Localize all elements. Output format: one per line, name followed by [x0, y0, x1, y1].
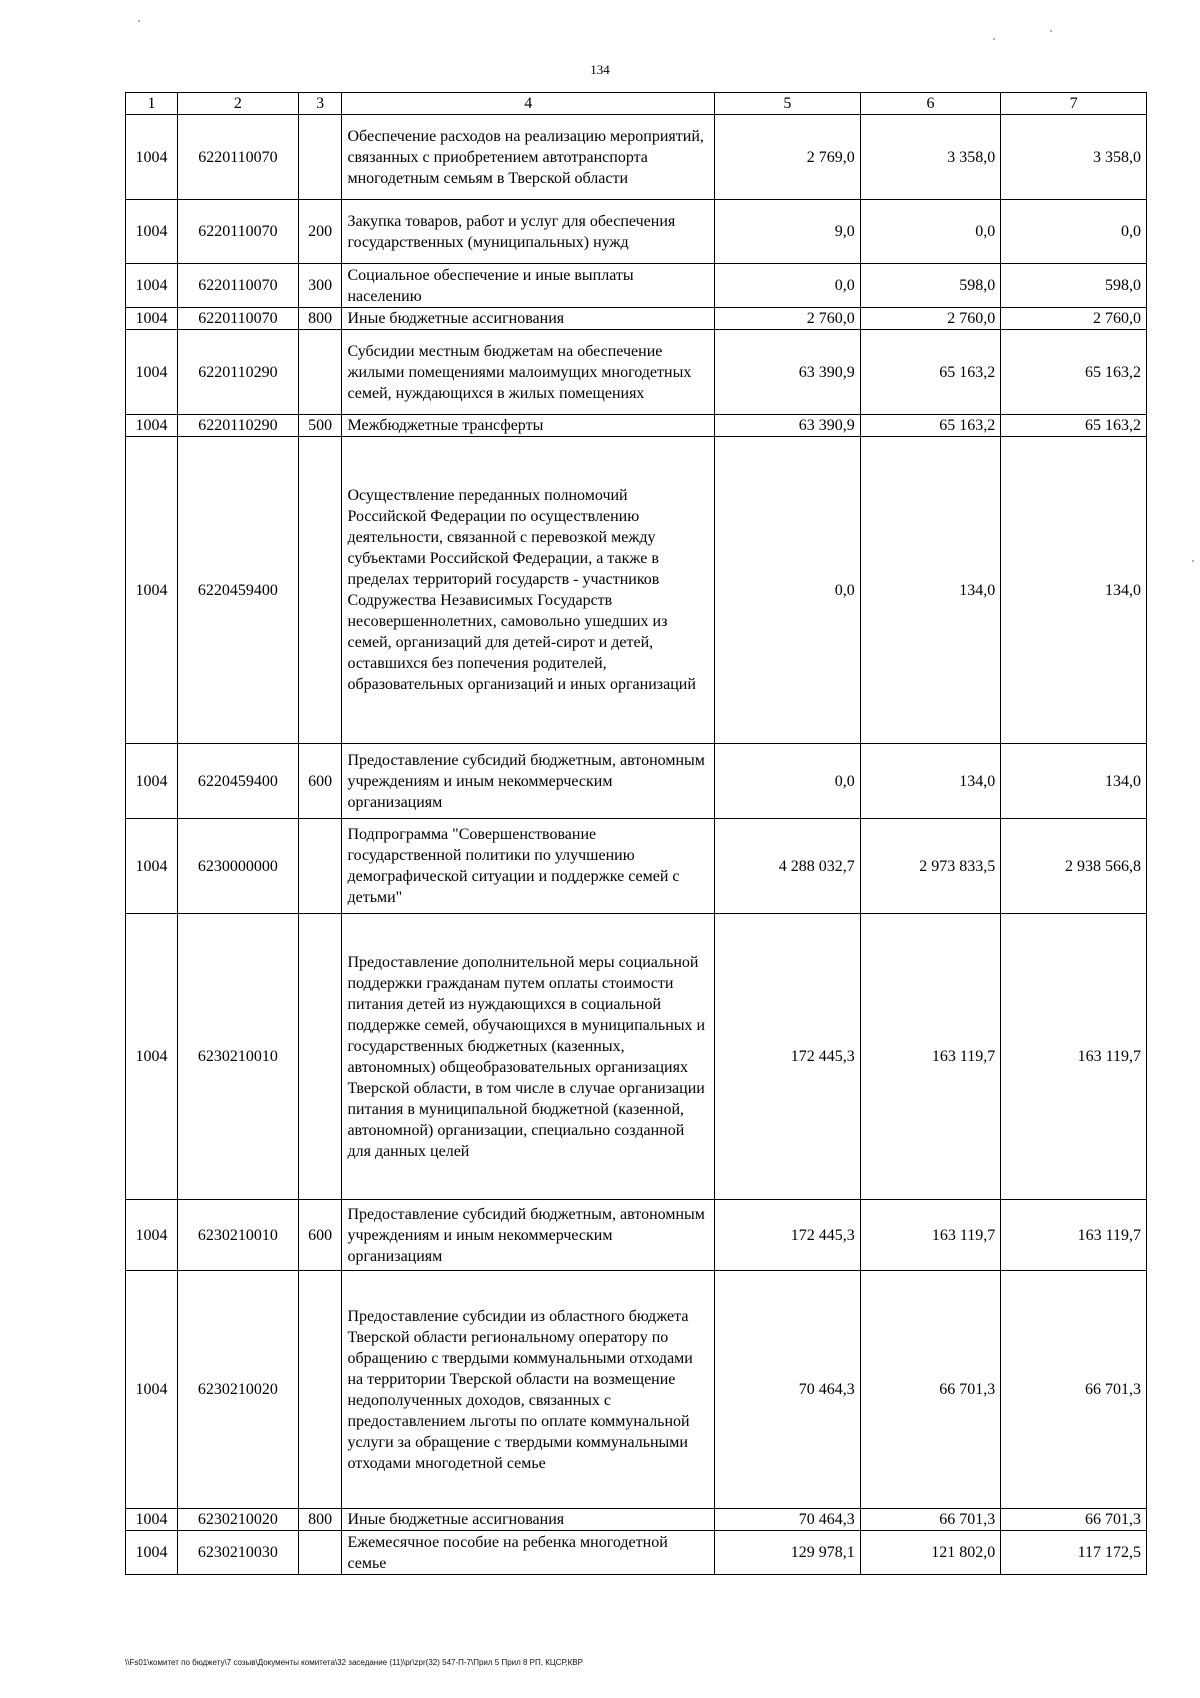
expense-type-code — [298, 914, 342, 1200]
item-name: Предоставление субсидии из областного бюджета Тверской области региональному оператору по обращению с твердыми коммунальными отходами на территории Тверской области на возмещение недополученных доходов, связанных с предоставлением льготы по оплате коммунальной услуги за обращение с твердыми коммунальными отходами многодетной семье — [342, 1271, 715, 1509]
item-name: Обеспечение расходов на реализацию мероприятий, связанных с приобретением автотранспорта многодетным семьям в Тверской области — [342, 115, 715, 200]
expense-type-code: 600 — [298, 744, 342, 819]
budget-table — [125, 92, 1147, 1575]
page-number: 134 — [590, 62, 610, 77]
amount-col-6: 163 119,7 — [860, 914, 1001, 1200]
amount-col-6: 66 701,3 — [860, 1509, 1001, 1531]
scan-speck — [993, 38, 995, 40]
expense-type-code: 600 — [298, 1200, 342, 1271]
header-col-1: 1 — [126, 93, 178, 115]
section-code: 1004 — [126, 1200, 178, 1271]
item-name: Ежемесячное пособие на ребенка многодетной семье — [342, 1531, 715, 1575]
section-code: 1004 — [126, 1271, 178, 1509]
table-row — [126, 914, 1147, 1200]
amount-col-7: 163 119,7 — [1001, 1200, 1147, 1271]
target-article-code: 6220110290 — [178, 330, 299, 415]
table-row — [126, 819, 1147, 914]
amount-col-7: 134,0 — [1001, 437, 1147, 744]
target-article-code: 6220110070 — [178, 115, 299, 200]
section-code: 1004 — [126, 200, 178, 264]
amount-col-7: 65 163,2 — [1001, 415, 1147, 437]
section-code: 1004 — [126, 744, 178, 819]
expense-type-code: 800 — [298, 1509, 342, 1531]
target-article-code: 6230210020 — [178, 1271, 299, 1509]
amount-col-7: 134,0 — [1001, 744, 1147, 819]
amount-col-5: 172 445,3 — [715, 914, 861, 1200]
amount-col-7: 0,0 — [1001, 200, 1147, 264]
amount-col-6: 2 760,0 — [860, 308, 1001, 330]
scan-speck — [1050, 30, 1052, 32]
amount-col-6: 121 802,0 — [860, 1531, 1001, 1575]
header-col-3: 3 — [298, 93, 342, 115]
expense-type-code — [298, 330, 342, 415]
target-article-code: 6220110070 — [178, 264, 299, 308]
amount-col-6: 0,0 — [860, 200, 1001, 264]
table-row — [126, 415, 1147, 437]
amount-col-6: 66 701,3 — [860, 1271, 1001, 1509]
section-code: 1004 — [126, 115, 178, 200]
amount-col-5: 2 760,0 — [715, 308, 861, 330]
table-row — [126, 1200, 1147, 1271]
table-row — [126, 744, 1147, 819]
amount-col-5: 172 445,3 — [715, 1200, 861, 1271]
amount-col-5: 0,0 — [715, 264, 861, 308]
amount-col-5: 0,0 — [715, 744, 861, 819]
amount-col-7: 65 163,2 — [1001, 330, 1147, 415]
expense-type-code: 500 — [298, 415, 342, 437]
expense-type-code — [298, 437, 342, 744]
table-row — [126, 115, 1147, 200]
item-name: Иные бюджетные ассигнования — [342, 308, 715, 330]
expense-type-code: 800 — [298, 308, 342, 330]
item-name: Предоставление дополнительной меры социальной поддержки гражданам путем оплаты стоимости питания детей из нуждающихся в социальной поддержке семей, обучающихся в муниципальных и государственных бюджетных (казенных, автономных) общеобразовательных организациях Тверской области, в том числе в случае организации питания в муниципальной бюджетной (казенной, автономной) организации, специально созданной для данных целей — [342, 914, 715, 1200]
expense-type-code — [298, 115, 342, 200]
table-row — [126, 264, 1147, 308]
amount-col-6: 598,0 — [860, 264, 1001, 308]
target-article-code: 6220110070 — [178, 200, 299, 264]
section-code: 1004 — [126, 264, 178, 308]
item-name: Предоставление субсидий бюджетным, автономным учреждениям и иным некоммерческим организациям — [342, 1200, 715, 1271]
target-article-code: 6230210020 — [178, 1509, 299, 1531]
header-col-4: 4 — [342, 93, 715, 115]
section-code: 1004 — [126, 819, 178, 914]
target-article-code: 6230210010 — [178, 914, 299, 1200]
table-row — [126, 1509, 1147, 1531]
amount-col-6: 134,0 — [860, 744, 1001, 819]
section-code: 1004 — [126, 1509, 178, 1531]
item-name: Субсидии местным бюджетам на обеспечение жилыми помещениями малоимущих многодетных семей, нуждающихся в жилых помещениях — [342, 330, 715, 415]
item-name: Иные бюджетные ассигнования — [342, 1509, 715, 1531]
file-path-footer: \\Fs01\комитет по бюджету\7 созыв\Документы комитета\32 заседание (11)\pr\zpr(32) 547-П-7\Прил 5 Прил 8 РП, КЦСР,КВР — [125, 1658, 583, 1667]
amount-col-6: 65 163,2 — [860, 330, 1001, 415]
header-col-7: 7 — [1001, 93, 1147, 115]
target-article-code: 6230210010 — [178, 1200, 299, 1271]
section-code: 1004 — [126, 330, 178, 415]
amount-col-7: 163 119,7 — [1001, 914, 1147, 1200]
table-row — [126, 1531, 1147, 1575]
amount-col-5: 4 288 032,7 — [715, 819, 861, 914]
header-col-6: 6 — [860, 93, 1001, 115]
target-article-code: 6220110290 — [178, 415, 299, 437]
amount-col-5: 63 390,9 — [715, 330, 861, 415]
header-col-2: 2 — [178, 93, 299, 115]
amount-col-7: 117 172,5 — [1001, 1531, 1147, 1575]
amount-col-5: 0,0 — [715, 437, 861, 744]
target-article-code: 6220459400 — [178, 744, 299, 819]
target-article-code: 6220459400 — [178, 437, 299, 744]
target-article-code: 6220110070 — [178, 308, 299, 330]
amount-col-7: 2 760,0 — [1001, 308, 1147, 330]
target-article-code: 6230210030 — [178, 1531, 299, 1575]
expense-type-code: 200 — [298, 200, 342, 264]
amount-col-6: 134,0 — [860, 437, 1001, 744]
item-name: Межбюджетные трансферты — [342, 415, 715, 437]
section-code: 1004 — [126, 914, 178, 1200]
expense-type-code: 300 — [298, 264, 342, 308]
amount-col-5: 2 769,0 — [715, 115, 861, 200]
table-row — [126, 200, 1147, 264]
amount-col-7: 66 701,3 — [1001, 1271, 1147, 1509]
amount-col-6: 3 358,0 — [860, 115, 1001, 200]
section-code: 1004 — [126, 1531, 178, 1575]
table-row — [126, 437, 1147, 744]
amount-col-5: 63 390,9 — [715, 415, 861, 437]
expense-type-code — [298, 1531, 342, 1575]
target-article-code: 6230000000 — [178, 819, 299, 914]
table-row — [126, 330, 1147, 415]
header-col-5: 5 — [715, 93, 861, 115]
amount-col-5: 9,0 — [715, 200, 861, 264]
column-number-row — [126, 93, 1147, 115]
amount-col-6: 2 973 833,5 — [860, 819, 1001, 914]
amount-col-6: 65 163,2 — [860, 415, 1001, 437]
amount-col-6: 163 119,7 — [860, 1200, 1001, 1271]
table-row — [126, 1271, 1147, 1509]
table-row — [126, 308, 1147, 330]
amount-col-5: 129 978,1 — [715, 1531, 861, 1575]
amount-col-5: 70 464,3 — [715, 1271, 861, 1509]
section-code: 1004 — [126, 415, 178, 437]
scan-speck — [138, 20, 140, 22]
section-code: 1004 — [126, 437, 178, 744]
amount-col-7: 3 358,0 — [1001, 115, 1147, 200]
item-name: Закупка товаров, работ и услуг для обеспечения государственных (муниципальных) нужд — [342, 200, 715, 264]
scan-speck — [1192, 560, 1194, 562]
amount-col-7: 2 938 566,8 — [1001, 819, 1147, 914]
expense-type-code — [298, 819, 342, 914]
item-name: Социальное обеспечение и иные выплаты населению — [342, 264, 715, 308]
amount-col-5: 70 464,3 — [715, 1509, 861, 1531]
item-name: Предоставление субсидий бюджетным, автономным учреждениям и иным некоммерческим организациям — [342, 744, 715, 819]
amount-col-7: 66 701,3 — [1001, 1509, 1147, 1531]
expense-type-code — [298, 1271, 342, 1509]
item-name: Осуществление переданных полномочий Российской Федерации по осуществлению деятельности, связанной с перевозкой между субъектами Российской Федерации, а также в пределах территорий государств - участников Содружества Независимых Государств несовершеннолетних, самовольно ушедших из семей, организаций для детей-сирот и детей, оставшихся без попечения родителей, образовательных организаций и иных организаций — [342, 437, 715, 744]
section-code: 1004 — [126, 308, 178, 330]
item-name: Подпрограмма "Совершенствование государственной политики по улучшению демографической ситуации и поддержке семей с детьми" — [342, 819, 715, 914]
amount-col-7: 598,0 — [1001, 264, 1147, 308]
